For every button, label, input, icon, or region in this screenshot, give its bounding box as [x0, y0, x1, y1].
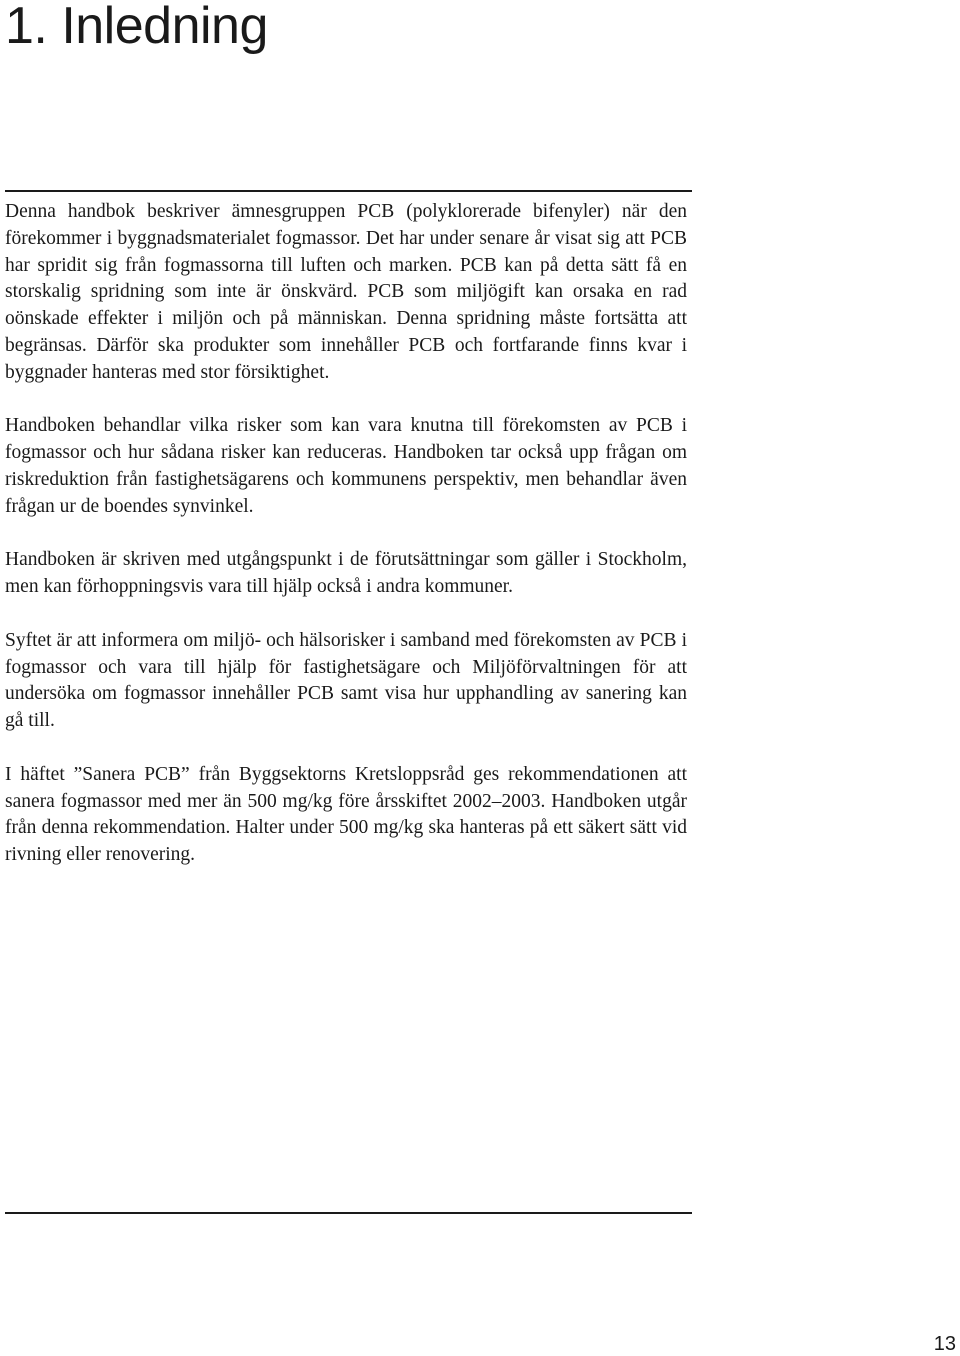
paragraph: Denna handbok beskriver ämnesgruppen PCB (polyklorerade bifenyler) när den förekommer i byggnadsmaterialet fogmassor. Det har under senare år visat sig att PCB har spridit sig från fogmassorna till luften och marken. PCB kan på detta sätt få en storskalig spridning som inte är önskvärd. PCB som miljögift kan orsaka en rad oönskade effekter i miljön och på människan. Denna spridning måste fortsätta att begränsas. Därför ska produkter som innehåller PCB och fortfarande finns kvar i byggnader hanteras med stor försiktighet. — [5, 201, 687, 383]
paragraph: I häftet ”Sanera PCB” från Byggsektorns Kretsloppsråd ges rekommendationen att sanera fogmassor med mer än 500 mg/kg före årsskiftet 2002–2003. Handboken utgår från denna rekommendation. Halter under 500 mg/kg ska hanteras på ett säkert sätt vid rivning eller renovering. — [5, 763, 687, 866]
page-heading: 1. Inledning — [5, 0, 268, 55]
bottom-divider — [5, 1212, 692, 1214]
paragraph: Handboken är skriven med utgångspunkt i de förutsättningar som gäller i Stockholm, men kan förhoppningsvis vara till hjälp också i andra kommuner. — [5, 549, 687, 598]
paragraph: Syftet är att informera om miljö- och hälsorisker i samband med förekomsten av PCB i fogmassor och vara till hjälp för fastighetsägare och Miljöförvaltningen för att undersöka om fogmassor innehåller PCB samt visa hur upphandling av sanering kan gå till. — [5, 629, 687, 732]
page-number: 13 — [933, 1333, 956, 1355]
top-divider — [5, 190, 692, 192]
paragraph: Handboken behandlar vilka risker som kan vara knutna till förekomsten av PCB i fogmassor och hur sådana risker kan reduceras. Handboken tar också upp frågan om riskreduktion från fastighetsägarens och kommunens perspektiv, men behandlar även frågan ur de boendes synvinkel. — [5, 415, 687, 517]
body-text — [5, 199, 687, 896]
